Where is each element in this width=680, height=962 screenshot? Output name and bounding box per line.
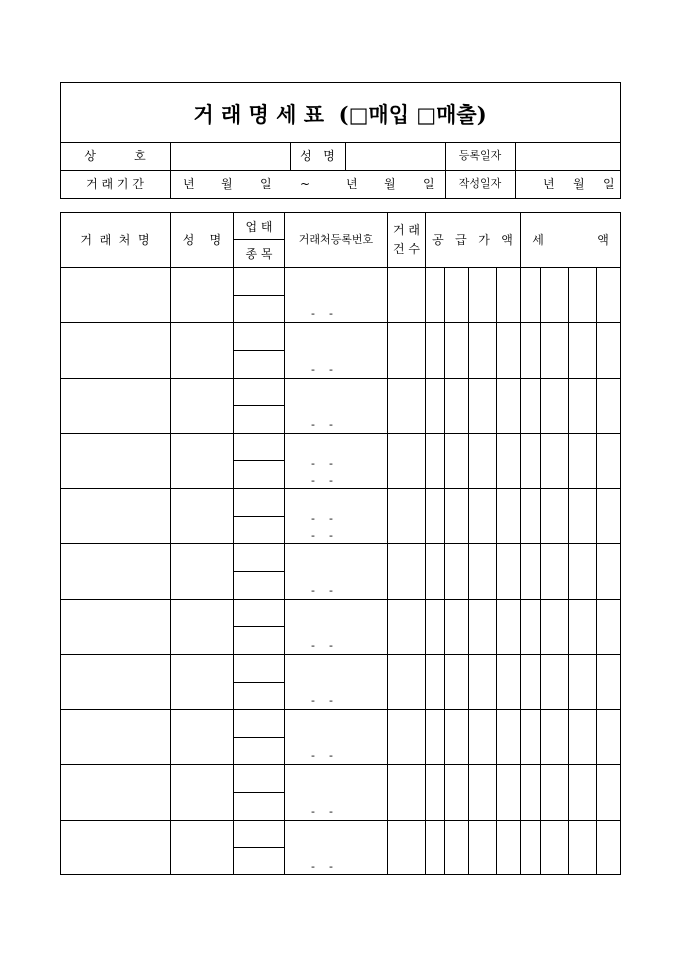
- reg-no-dash: - -: [311, 749, 333, 762]
- divider: [60, 142, 621, 143]
- write-year: 년: [543, 177, 555, 191]
- biz-sub-divider: [233, 405, 284, 406]
- reg-no-dash: - -: [311, 512, 333, 525]
- row-divider: [60, 433, 621, 434]
- period-day-1: 일: [260, 177, 272, 191]
- period-day-2: 일: [423, 177, 435, 191]
- divider: [60, 170, 621, 171]
- header-biz-type: 업 태: [245, 220, 273, 234]
- reg-date-label: 등록일자: [458, 149, 502, 162]
- biz-sub-divider: [233, 682, 284, 683]
- period-month-2: 월: [384, 177, 396, 191]
- header-name: 성 명: [182, 233, 222, 247]
- header-count-top: 거 래: [393, 223, 420, 237]
- digit-divider: [596, 267, 597, 875]
- header-supply-amount: 공 급 가 액: [432, 233, 513, 247]
- reg-no-dash: - -: [311, 860, 333, 873]
- reg-no-dash: - -: [311, 529, 333, 542]
- digit-divider: [568, 267, 569, 875]
- reg-no-dash: - -: [311, 363, 333, 376]
- company-label: 상 호: [84, 149, 146, 163]
- period-year-2: 년: [346, 177, 358, 191]
- page-title: 거 래 명 세 표 (□매입 □매출): [193, 102, 487, 127]
- digit-divider: [540, 267, 541, 875]
- period-tilde: ~: [300, 177, 311, 191]
- row-divider: [60, 820, 621, 821]
- header-biz-item: 종 목: [245, 247, 273, 261]
- biz-sub-divider: [233, 460, 284, 461]
- header-divider: [60, 267, 621, 268]
- digit-divider: [444, 267, 445, 875]
- biz-sub-divider: [233, 295, 284, 296]
- biz-sub-divider: [233, 737, 284, 738]
- write-month: 월: [573, 177, 585, 191]
- write-date-label: 작성일자: [458, 177, 502, 190]
- reg-no-dash: - -: [311, 474, 333, 487]
- name-label: 성 명: [300, 149, 335, 163]
- period-year-1: 년: [183, 177, 195, 191]
- digit-divider: [496, 267, 497, 875]
- biz-sub-divider: [233, 626, 284, 627]
- period-month-1: 월: [221, 177, 233, 191]
- row-divider: [60, 764, 621, 765]
- biz-sub-divider: [233, 571, 284, 572]
- reg-no-dash: - -: [311, 639, 333, 652]
- divider: [515, 142, 516, 199]
- reg-no-dash: - -: [311, 584, 333, 597]
- reg-no-dash: - -: [311, 457, 333, 470]
- row-divider: [60, 543, 621, 544]
- row-divider: [60, 654, 621, 655]
- biz-sub-divider: [233, 792, 284, 793]
- divider: [170, 142, 171, 199]
- header-reg-no: 거래처등록번호: [298, 233, 374, 246]
- row-divider: [60, 488, 621, 489]
- reg-no-dash: - -: [311, 307, 333, 320]
- biz-sub-divider: [233, 350, 284, 351]
- write-day: 일: [603, 177, 615, 191]
- reg-no-dash: - -: [311, 694, 333, 707]
- header-sub-divider: [233, 239, 284, 240]
- header-partner: 거 래 처 명: [80, 233, 150, 247]
- digit-divider: [468, 267, 469, 875]
- reg-no-dash: - -: [311, 805, 333, 818]
- divider: [345, 142, 346, 170]
- row-divider: [60, 378, 621, 379]
- header-count-bottom: 건 수: [393, 242, 420, 256]
- period-label: 거 래 기 간: [86, 177, 144, 191]
- biz-sub-divider: [233, 847, 284, 848]
- reg-no-dash: - -: [311, 418, 333, 431]
- biz-sub-divider: [233, 516, 284, 517]
- row-divider: [60, 599, 621, 600]
- row-divider: [60, 709, 621, 710]
- header-tax-amount: 세 액: [532, 233, 609, 247]
- row-divider: [60, 322, 621, 323]
